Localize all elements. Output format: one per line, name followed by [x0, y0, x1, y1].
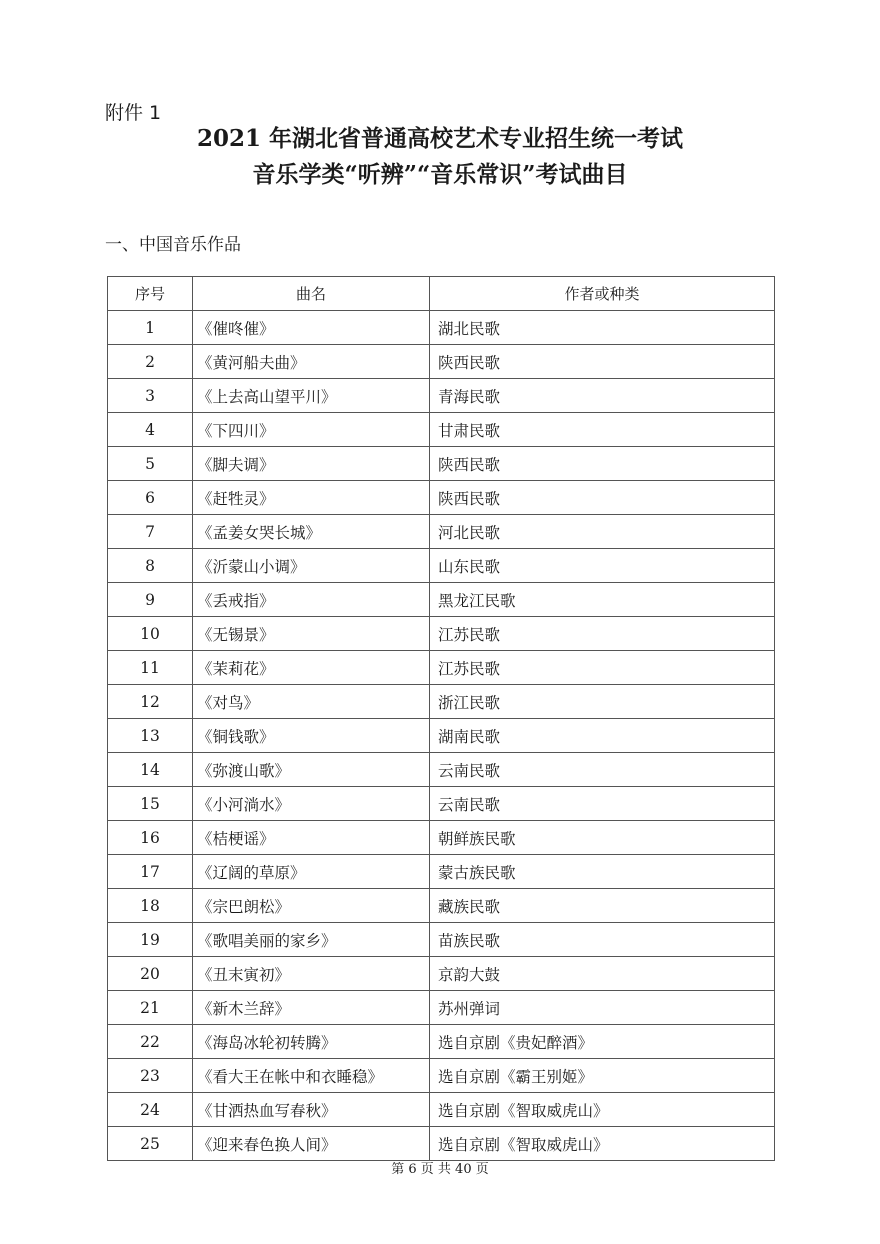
row-title: 《小河淌水》: [193, 787, 430, 821]
table-row: [108, 787, 775, 821]
row-author: 选自京剧《霸王别姬》: [430, 1059, 775, 1093]
table-row: [108, 1059, 775, 1093]
row-author: 选自京剧《贵妃醉酒》: [430, 1025, 775, 1059]
row-title: 《上去高山望平川》: [193, 379, 430, 413]
row-author: 青海民歌: [430, 379, 775, 413]
row-title: 《对鸟》: [193, 685, 430, 719]
row-number: 2: [108, 345, 193, 379]
row-title: 《脚夫调》: [193, 447, 430, 481]
table-row: [108, 583, 775, 617]
table-row: [108, 923, 775, 957]
row-title: 《铜钱歌》: [193, 719, 430, 753]
row-number: 20: [108, 957, 193, 991]
row-title: 《看大王在帐中和衣睡稳》: [193, 1059, 430, 1093]
row-author: 黑龙江民歌: [430, 583, 775, 617]
row-author: 藏族民歌: [430, 889, 775, 923]
row-title: 《辽阔的草原》: [193, 855, 430, 889]
row-number: 14: [108, 753, 193, 787]
row-number: 13: [108, 719, 193, 753]
row-author: 湖南民歌: [430, 719, 775, 753]
table-row: [108, 447, 775, 481]
table-row: [108, 515, 775, 549]
row-number: 12: [108, 685, 193, 719]
row-number: 23: [108, 1059, 193, 1093]
table-row: [108, 345, 775, 379]
row-title: 《黄河船夫曲》: [193, 345, 430, 379]
row-number: 3: [108, 379, 193, 413]
row-number: 7: [108, 515, 193, 549]
attachment-label: 附件 1: [105, 102, 162, 124]
row-author: 苗族民歌: [430, 923, 775, 957]
table-row: [108, 413, 775, 447]
page-title-line-1: 2021 年湖北省普通高校艺术专业招生统一考试: [196, 125, 684, 152]
row-number: 10: [108, 617, 193, 651]
table-row: [108, 1025, 775, 1059]
table-row: [108, 379, 775, 413]
row-author: 陕西民歌: [430, 481, 775, 515]
row-author: 浙江民歌: [430, 685, 775, 719]
row-title: 《丢戒指》: [193, 583, 430, 617]
row-author: 京韵大鼓: [430, 957, 775, 991]
row-number: 19: [108, 923, 193, 957]
row-number: 21: [108, 991, 193, 1025]
row-title: 《弥渡山歌》: [193, 753, 430, 787]
table-row: [108, 651, 775, 685]
row-author: 河北民歌: [430, 515, 775, 549]
row-title: 《孟姜女哭长城》: [193, 515, 430, 549]
row-number: 4: [108, 413, 193, 447]
header-title: 曲名: [193, 277, 430, 311]
table-row: [108, 753, 775, 787]
table-row: [108, 889, 775, 923]
row-number: 9: [108, 583, 193, 617]
row-title: 《茉莉花》: [193, 651, 430, 685]
row-title: 《迎来春色换人间》: [193, 1127, 430, 1161]
row-number: 15: [108, 787, 193, 821]
row-author: 陕西民歌: [430, 345, 775, 379]
row-title: 《新木兰辞》: [193, 991, 430, 1025]
row-number: 18: [108, 889, 193, 923]
row-number: 6: [108, 481, 193, 515]
page-title-line-2: 音乐学类“听辨”“音乐常识”考试曲目: [252, 161, 628, 188]
row-author: 苏州弹词: [430, 991, 775, 1025]
row-title: 《桔梗谣》: [193, 821, 430, 855]
row-title: 《歌唱美丽的家乡》: [193, 923, 430, 957]
row-title: 《催咚催》: [193, 311, 430, 345]
table-row: [108, 549, 775, 583]
table-row: [108, 821, 775, 855]
row-title: 《甘洒热血写春秋》: [193, 1093, 430, 1127]
row-number: 25: [108, 1127, 193, 1161]
table-row: [108, 957, 775, 991]
row-number: 5: [108, 447, 193, 481]
row-author: 选自京剧《智取威虎山》: [430, 1093, 775, 1127]
table-row: [108, 481, 775, 515]
row-number: 11: [108, 651, 193, 685]
row-author: 云南民歌: [430, 753, 775, 787]
row-author: 蒙古族民歌: [430, 855, 775, 889]
section-heading: 一、中国音乐作品: [105, 235, 241, 255]
row-author: 陕西民歌: [430, 447, 775, 481]
row-author: 江苏民歌: [430, 651, 775, 685]
table-row: [108, 991, 775, 1025]
row-title: 《丑末寅初》: [193, 957, 430, 991]
table-row: [108, 1127, 775, 1161]
table-row: [108, 855, 775, 889]
table-row: [108, 1093, 775, 1127]
row-title: 《赶牲灵》: [193, 481, 430, 515]
table-header-row: [108, 277, 775, 311]
row-author: 云南民歌: [430, 787, 775, 821]
page-footer: 第 6 页 共 40 页: [391, 1162, 489, 1177]
works-table: [107, 276, 775, 1161]
header-number: 序号: [108, 277, 193, 311]
row-number: 24: [108, 1093, 193, 1127]
row-title: 《无锡景》: [193, 617, 430, 651]
row-number: 22: [108, 1025, 193, 1059]
row-author: 朝鲜族民歌: [430, 821, 775, 855]
row-number: 17: [108, 855, 193, 889]
row-author: 山东民歌: [430, 549, 775, 583]
row-author: 江苏民歌: [430, 617, 775, 651]
row-number: 16: [108, 821, 193, 855]
row-title: 《下四川》: [193, 413, 430, 447]
row-number: 1: [108, 311, 193, 345]
table-body: [108, 311, 775, 1161]
header-author: 作者或种类: [430, 277, 775, 311]
row-number: 8: [108, 549, 193, 583]
table-row: [108, 617, 775, 651]
row-author: 甘肃民歌: [430, 413, 775, 447]
row-author: 湖北民歌: [430, 311, 775, 345]
row-title: 《海岛冰轮初转腾》: [193, 1025, 430, 1059]
table-row: [108, 685, 775, 719]
row-title: 《沂蒙山小调》: [193, 549, 430, 583]
row-author: 选自京剧《智取威虎山》: [430, 1127, 775, 1161]
table-row: [108, 719, 775, 753]
table-row: [108, 311, 775, 345]
row-title: 《宗巴朗松》: [193, 889, 430, 923]
